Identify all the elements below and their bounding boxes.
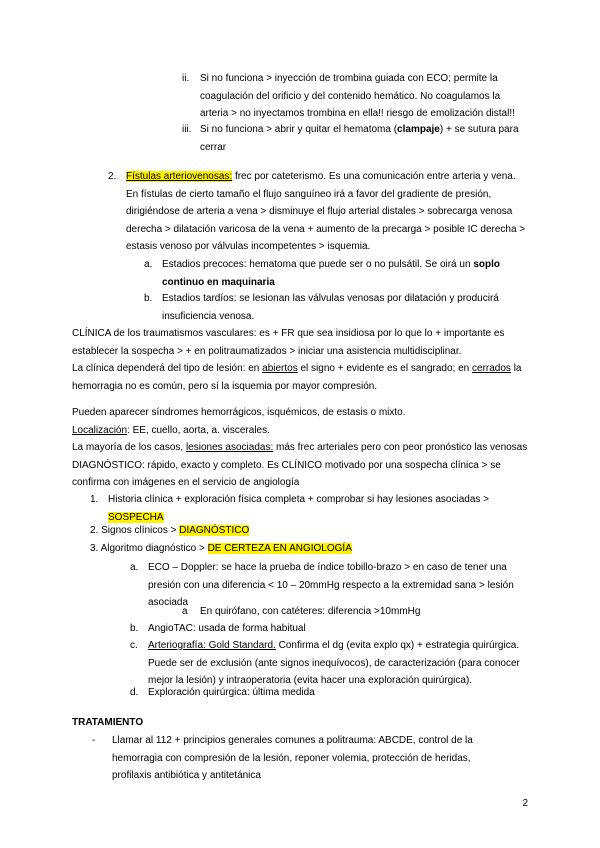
diag-item-c bbox=[148, 637, 528, 690]
list-marker: b. bbox=[144, 293, 153, 304]
text-line: derecha > dilatación varicosa de la vena + aumento de la precarga > posible IC derecha > bbox=[126, 223, 526, 235]
list-marker: 1. bbox=[90, 494, 99, 505]
text-run: La clínica dependerá del tipo de lesión: en bbox=[72, 363, 263, 374]
underlined-run: lesiones asociadas: bbox=[185, 442, 274, 453]
text-line: Si no funciona > inyección de trombina guiada con ECO; permite la bbox=[200, 73, 498, 84]
list-marker: d. bbox=[130, 687, 139, 698]
list-marker: b. bbox=[130, 623, 139, 634]
text-line: Llamar al 112 + principios generales comunes a politrauma: ABCDE, control de la bbox=[112, 735, 473, 746]
text-line: DIAGNÓSTICO: rápido, exacto y completo. Es CLÍNICO motivado por una sospecha clínica > se bbox=[72, 459, 501, 471]
text-line: hemorragia con compresión de la lesión, reponer volemia, protección de heridas, bbox=[112, 752, 471, 764]
list-marker: iii. bbox=[182, 124, 192, 135]
text-run: frec por cateterismo. Es una comunicación entre arteria y vena. bbox=[232, 171, 516, 182]
text-line: confirma con imágenes en el servicio de angiología bbox=[72, 477, 300, 488]
text-line: continuo en maquinaria bbox=[162, 276, 275, 288]
text-line: hemorragia no es común, pero sí la isquemia por mayor compresión. bbox=[72, 380, 378, 392]
underlined-run: abiertos bbox=[262, 363, 298, 374]
list-marker: c. bbox=[130, 640, 138, 651]
text-run: más frec arteriales pero con peor pronóstico las venosas bbox=[273, 442, 528, 453]
fistulas-item-a bbox=[162, 256, 528, 291]
text-line: mejor la lesión) y intraoperatoria (evita hacer una exploración quirúrgica). bbox=[148, 675, 473, 686]
text-line bbox=[200, 121, 528, 139]
highlighted-run: SOSPECHA bbox=[108, 511, 164, 523]
tratamiento-paragraph bbox=[112, 732, 528, 785]
text-line: ECO – Doppler: se hace la prueba de índice tobillo-brazo > en caso de tener una bbox=[148, 562, 507, 573]
text-line: Estadios tardíos: se lesionan las válvulas venosas por dilatación y producirá bbox=[162, 293, 499, 304]
item-ii-text bbox=[200, 70, 528, 123]
highlighted-title: Fístulas arteriovenosas: bbox=[126, 171, 233, 182]
text-line: arteria > no inyectamos trombina en ella!! riesgo de emolización distal!! bbox=[200, 108, 515, 119]
page-number: 2 bbox=[522, 798, 528, 809]
text-line bbox=[72, 360, 528, 378]
text-line: asociada bbox=[148, 597, 189, 608]
text-line: Puede ser de exclusión (ante signos inequívocos), de caracterización (para conocer bbox=[148, 657, 520, 669]
item-iii-text bbox=[200, 121, 528, 156]
text-line: Pueden aparecer síndromes hemorrágicos, isquémicos, de estasis o mixto. bbox=[72, 407, 406, 418]
text-run: el signo + evidente es el sangrado; en bbox=[297, 363, 473, 374]
diag-item-a-sub: En quirófano, con catéteres: diferencia >10mmHg bbox=[200, 606, 421, 617]
highlighted-run: DE CERTEZA EN ANGIOLOGÍA bbox=[207, 543, 352, 554]
bullet-marker: - bbox=[92, 735, 96, 746]
text-line bbox=[148, 637, 528, 655]
text-run: la bbox=[510, 363, 522, 374]
diag-item-1 bbox=[108, 491, 528, 526]
list-marker: ii. bbox=[182, 73, 190, 84]
text-run: ) + se sutura para bbox=[439, 124, 519, 135]
text-line: cerrar bbox=[200, 141, 227, 153]
diag-item-d: Exploración quirúrgica: última medida bbox=[148, 687, 315, 698]
underlined-run: Localización bbox=[72, 424, 128, 436]
text-run: : EE, cuello, aorta, a. viscerales. bbox=[127, 424, 270, 436]
text-line: Historia clínica + exploración física completa + comprobar si hay lesiones asociadas > bbox=[108, 494, 490, 505]
section-heading: TRATAMIENTO bbox=[72, 717, 144, 728]
text-line: En fístulas de cierto tamaño el flujo sanguíneo irá a favor del gradiente de presión, bbox=[126, 188, 492, 200]
text-line: insuficiencia venosa. bbox=[162, 310, 255, 322]
text-run: 3. Algoritmo diagnóstico > bbox=[90, 543, 208, 554]
text-line: dirigiéndose de arteria a vena > disminuye el flujo arterial distales > sobrecarga venosa bbox=[126, 206, 513, 217]
text-line: profilaxis antibiótica y antitetánica bbox=[112, 770, 261, 781]
list-marker: a. bbox=[144, 259, 153, 270]
diag-item-2 bbox=[90, 522, 249, 540]
text-line: coagulación del orificio y del contenido hemático. No coagulamos la bbox=[200, 90, 501, 102]
text-line: establecer la sospecha > + en politraumatizados > iniciar una asistencia multidisciplinar. bbox=[72, 345, 462, 357]
diag-item-3 bbox=[90, 540, 352, 558]
bold-run: clampaje bbox=[397, 124, 440, 135]
text-line bbox=[72, 422, 528, 440]
underlined-run: Arteriografía: Gold Standard. bbox=[148, 640, 276, 651]
bold-run: soplo bbox=[473, 259, 500, 270]
list-marker: 2. bbox=[108, 171, 117, 182]
fistulas-paragraph bbox=[126, 168, 528, 256]
clinica-paragraph bbox=[72, 325, 528, 395]
text-line bbox=[162, 256, 528, 274]
text-line bbox=[72, 439, 528, 457]
text-line: presión con una diferencia < 10 – 20mmHg respecto a la extremidad sana > lesión bbox=[148, 579, 514, 591]
diagnostico-paragraph bbox=[72, 404, 528, 492]
text-run: Si no funciona > abrir y quitar el hematoma ( bbox=[200, 124, 398, 135]
text-line: CLÍNICA de los traumatismos vasculares: es + FR que sea insidiosa por lo que lo + importante es bbox=[72, 328, 505, 339]
text-run: Confirma el dg (evita explo qx) + estrategia quirúrgica. bbox=[275, 640, 520, 651]
underlined-run: cerrados bbox=[472, 363, 511, 374]
text-run: 2. Signos clínicos > bbox=[90, 525, 180, 536]
text-run: Estadios precoces: hematoma que puede ser o no pulsátil. Se oirá un bbox=[162, 259, 474, 270]
highlighted-run: DIAGNÓSTICO bbox=[179, 525, 250, 536]
list-marker: a. bbox=[130, 562, 139, 573]
list-marker: a bbox=[182, 606, 188, 617]
fistulas-item-b bbox=[162, 290, 528, 325]
text-line bbox=[126, 168, 528, 186]
text-run: La mayoría de los casos, bbox=[72, 442, 186, 453]
text-line: estasis venoso por válvulas incompetentes > isquemia. bbox=[126, 241, 371, 252]
diag-item-b: AngioTAC: usada de forma habitual bbox=[148, 623, 306, 634]
